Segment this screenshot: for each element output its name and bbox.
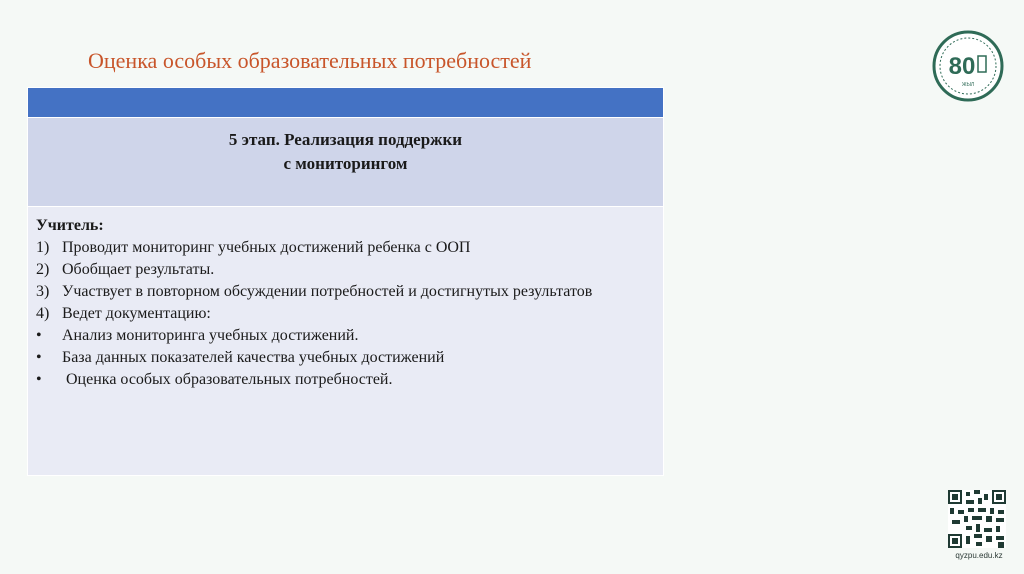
list-item [36, 237, 653, 259]
bullet-item [36, 347, 653, 369]
list-item [36, 303, 653, 325]
list-item-number: 2) [36, 261, 50, 278]
list-item [36, 259, 653, 281]
stage-cell [28, 118, 663, 207]
stage-title-line2: с мониторингом [283, 154, 408, 173]
stage-title-line1: 5 этап. Реализация поддержки [228, 130, 463, 149]
bullet-text: Анализ мониторинга учебных достижений. [62, 327, 359, 344]
content-table [27, 87, 664, 476]
list-item-text: Проводит мониторинг учебных достижений ребенка с ООП [62, 239, 471, 256]
slide-title: Оценка особых образовательных потребностей [88, 48, 532, 73]
list-item [36, 281, 653, 303]
bullet-text: Оценка особых образовательных потребностей. [62, 371, 393, 388]
logo-number: 80 [948, 53, 976, 80]
logo-caption: ЖЫЛ [961, 82, 975, 88]
anniversary-logo-icon [932, 30, 1004, 102]
bullet-mark: • [36, 349, 42, 366]
list-item-number: 4) [36, 305, 50, 322]
bullet-text: База данных показателей качества учебных достижений [62, 349, 445, 366]
site-url: qyzpu.edu.kz [955, 551, 1003, 560]
list-item-number: 1) [36, 239, 50, 256]
list-item-number: 3) [36, 283, 50, 300]
list-item-text: Ведет документацию: [62, 305, 211, 322]
list-item-text: Обобщает результаты. [62, 261, 215, 278]
teacher-tasks-cell [28, 207, 663, 475]
bullet-mark: • [36, 327, 42, 344]
bullet-item [36, 369, 653, 391]
bullet-mark: • [36, 371, 42, 388]
qr-code-icon [948, 490, 1006, 548]
list-item-text: Участвует в повторном обсуждении потребностей и достигнутых результатов [62, 283, 593, 300]
table-header-bar [28, 88, 663, 118]
bullet-item [36, 325, 653, 347]
teacher-heading: Учитель: [36, 217, 104, 234]
